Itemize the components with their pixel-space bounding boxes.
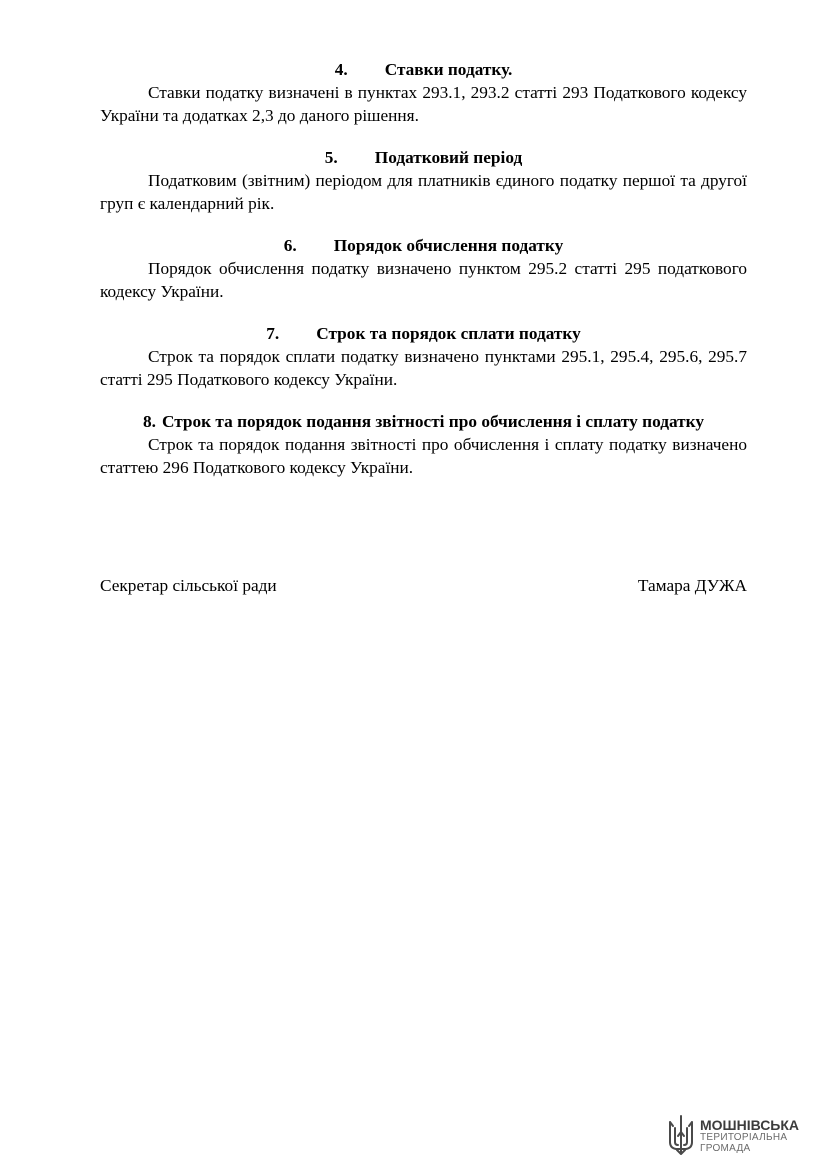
section-text: Строк та порядок сплати податку визначено пунктами 295.1, 295.4, 295.6, 295.7 статті 295 Податкового кодексу України. bbox=[100, 347, 747, 389]
logo-text bbox=[700, 1118, 799, 1154]
trident-icon bbox=[666, 1114, 696, 1158]
section-heading bbox=[100, 234, 747, 257]
section-title: Ставки податку. bbox=[384, 60, 513, 79]
section-4 bbox=[100, 58, 747, 127]
section-text: Податковим (звітним) періодом для платників єдиного податку першої та другої груп є календарний рік. bbox=[100, 171, 747, 213]
section-title: Податковий період bbox=[374, 148, 523, 167]
section-heading bbox=[100, 146, 747, 169]
section-number: 8. bbox=[142, 412, 156, 431]
section-5 bbox=[100, 146, 747, 215]
section-title: Порядок обчислення податку bbox=[333, 236, 564, 255]
section-number: 6. bbox=[283, 236, 297, 255]
logo-title: МОШНІВСЬКА bbox=[700, 1117, 800, 1133]
section-text: Порядок обчислення податку визначено пунктом 295.2 статті 295 податкового кодексу України. bbox=[100, 259, 747, 301]
signatory-name: Тамара ДУЖА bbox=[637, 576, 747, 595]
section-number: 4. bbox=[334, 60, 348, 79]
section-heading bbox=[100, 322, 747, 345]
section-heading bbox=[100, 58, 747, 81]
section-text: Строк та порядок подання звітності про обчислення і сплату податку визначено статтею 296 Податкового кодексу України. bbox=[100, 435, 747, 477]
logo-subtitle-1: ТЕРИТОРІАЛЬНА bbox=[700, 1132, 788, 1143]
section-6 bbox=[100, 234, 747, 303]
section-text: Ставки податку визначені в пунктах 293.1, 293.2 статті 293 Податкового кодексу України та додатках 2,3 до даного рішення. bbox=[100, 83, 747, 125]
section-number: 7. bbox=[266, 324, 280, 343]
logo-subtitle-2: ГРОМАДА bbox=[700, 1143, 751, 1154]
section-heading bbox=[100, 410, 747, 433]
signatory-position: Секретар сільської ради bbox=[100, 576, 277, 595]
section-title: Строк та порядок подання звітності про обчислення і сплату податку bbox=[161, 412, 705, 431]
section-8 bbox=[100, 410, 747, 479]
document-body bbox=[100, 58, 747, 498]
section-7 bbox=[100, 322, 747, 391]
section-number: 5. bbox=[324, 148, 338, 167]
signature-block bbox=[100, 574, 747, 597]
community-logo bbox=[666, 1114, 799, 1158]
section-title: Строк та порядок сплати податку bbox=[316, 324, 581, 343]
